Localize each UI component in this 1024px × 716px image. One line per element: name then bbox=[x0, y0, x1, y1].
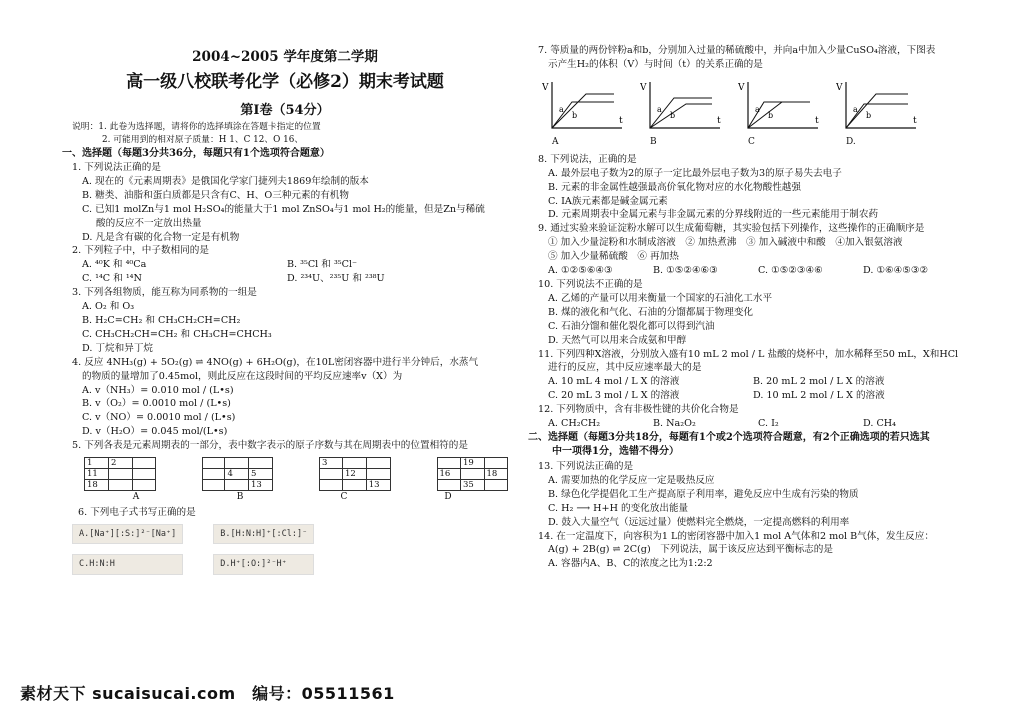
graph-option-label: D. bbox=[846, 136, 856, 147]
q7-stem: 7. 等质量的两份锌粉a和b，分别加入过量的稀硫酸中，并向a中加入少量CuSO₄溶液，下图表 bbox=[538, 45, 936, 56]
curve-b-label: b bbox=[572, 110, 578, 120]
q11-option-c: C. 20 mL 3 mol / L X 的溶液 bbox=[548, 390, 680, 402]
table-cell bbox=[202, 458, 225, 469]
table-cell bbox=[202, 469, 225, 480]
q3-option-c: C. CH₃CH₂CH=CH₂ 和 CH₃CH=CHCH₃ bbox=[82, 328, 272, 340]
q5-table-a bbox=[84, 457, 156, 491]
table-cell: 4 bbox=[225, 469, 249, 480]
q9-operations-2: ⑤ 加入少量稀硫酸 ⑥ 再加热 bbox=[548, 251, 679, 263]
table-row bbox=[320, 469, 391, 480]
q10-option-a: A. 乙烯的产量可以用来衡量一个国家的石油化工水平 bbox=[548, 292, 773, 304]
q7-graphs bbox=[528, 78, 968, 149]
q2-stem: 2. 下列粒子中，中子数相同的是 bbox=[72, 245, 209, 257]
section-2-heading: 二、选择题（每题3分共18分，每题有1个或2个选项符合题意，有2个正确选项的若只选其 bbox=[528, 431, 930, 443]
vt-graph bbox=[836, 78, 920, 149]
q1-option-b: B. 糖类、油脂和蛋白质都是只含有C、H、O三种元素的有机物 bbox=[82, 189, 349, 201]
q14-stem: 14. 在一定温度下，向容积为1 L的密闭容器中加入1 mol A气体和2 mol B气体，发生反应： bbox=[538, 530, 934, 542]
vt-graph bbox=[640, 78, 724, 149]
q4-option-a: A. v（NH₃）= 0.010 mol / (L•s) bbox=[82, 384, 234, 396]
table-cell bbox=[202, 480, 225, 491]
q3-option-a: A. O₂ 和 O₃ bbox=[82, 301, 135, 313]
q9-operations-1: ① 加入少量淀粉和水制成溶液 ② 加热煮沸 ③ 加入碱液中和酸 ④加入银氨溶液 bbox=[548, 237, 903, 249]
q2-option-d: D. ²³⁴U、²³⁵U 和 ²³⁸U bbox=[287, 273, 385, 285]
table-cell: 19 bbox=[461, 458, 485, 469]
q14-option-a: A. 容器内A、B、C的浓度之比为1:2:2 bbox=[548, 558, 713, 570]
table-cell: 35 bbox=[461, 480, 485, 491]
table-cell: 18 bbox=[85, 480, 109, 491]
table-row bbox=[85, 458, 156, 469]
table-cell: 13 bbox=[366, 480, 390, 491]
q9-option-a: A. ①②⑤⑥④③ bbox=[548, 265, 613, 277]
v-axis-label: V bbox=[738, 82, 745, 93]
part-title: 第Ⅰ卷（54分） bbox=[240, 103, 330, 119]
table-cell: 2 bbox=[109, 458, 133, 469]
curve-a-label: a bbox=[755, 104, 760, 114]
q13-option-c: C. H₂ ⟶ H+H 的变化放出能量 bbox=[548, 502, 689, 514]
table-cell bbox=[484, 458, 508, 469]
q11-stem: 11. 下列四种X溶液，分别放入盛有10 mL 2 mol / L 盐酸的烧杯中，加水稀释至50 mL，X和HCl bbox=[538, 348, 959, 360]
q6-option-a: A.[Na⁺][:S:]²⁻[Na⁺] bbox=[72, 524, 183, 544]
q1-option-a: A. 现在的《元素周期表》是俄国化学家门捷列夫1869年绘制的版本 bbox=[82, 175, 369, 187]
q5-tables bbox=[62, 457, 508, 491]
curve-b-label: b bbox=[670, 110, 676, 120]
table-cell: 1 bbox=[85, 458, 109, 469]
table-row bbox=[202, 480, 273, 491]
q6-option-b: B.[H:N:H]⁺[:Cl:]⁻ bbox=[213, 524, 314, 544]
q10-option-d: D. 天然气可以用来合成氨和甲醇 bbox=[548, 334, 687, 346]
t-axis-label: t bbox=[913, 115, 917, 126]
q13-option-d: D. 鼓入大量空气（远远过量）使燃料完全燃烧，一定提高燃料的利用率 bbox=[548, 516, 850, 528]
q5-label-c: C bbox=[340, 492, 348, 503]
table-cell bbox=[437, 458, 461, 469]
table-cell bbox=[343, 480, 367, 491]
curve-b-label: b bbox=[768, 110, 774, 120]
section-1-heading: 一、选择题（每题3分共36分，每题只有1个选项符合题意） bbox=[62, 147, 330, 159]
left-column bbox=[62, 0, 508, 575]
q4-option-c: C. v（NO）= 0.0010 mol / (L•s) bbox=[82, 412, 236, 424]
table-row bbox=[202, 469, 273, 480]
q4-stem: 4. 反应 4NH₃(g) + 5O₂(g) ⇌ 4NO(g) + 6H₂O(g)，在10L密闭容器中进行半分钟后，水蒸气 bbox=[72, 356, 479, 368]
q11-option-d: D. 10 mL 2 mol / L X 的溶液 bbox=[753, 390, 885, 402]
q8-option-d: D. 元素周期表中金属元素与非金属元素的分界线附近的一些元素能用于制农药 bbox=[548, 209, 879, 221]
q5-table-d bbox=[437, 457, 509, 491]
q12-option-b: B. Na₂O₂ bbox=[653, 418, 696, 430]
curve-a-label: a bbox=[853, 104, 858, 114]
q5-table-b bbox=[202, 457, 274, 491]
q9-option-d: D. ①⑥④⑤③② bbox=[863, 265, 929, 277]
q12-option-d: D. CH₄ bbox=[863, 418, 897, 430]
table-cell bbox=[109, 469, 133, 480]
q8-option-b: B. 元素的非金属性越强最高价氧化物对应的水化物酸性越强 bbox=[548, 181, 801, 193]
q1-option-c-cont: 酸的反应不一定放出热量 bbox=[96, 217, 202, 229]
graph-option-label: A bbox=[552, 136, 559, 147]
v-axis-label: V bbox=[640, 82, 647, 93]
q8-stem: 8. 下列说法，正确的是 bbox=[538, 153, 637, 165]
q9-option-b: B. ①⑤②④⑥③ bbox=[653, 265, 718, 277]
q1-option-c: C. 已知1 molZn与1 mol H₂SO₄的能量大于1 mol ZnSO₄与1 mol H₂的能量，但是Zn与稀硫 bbox=[82, 203, 485, 215]
q3-option-b: B. H₂C=CH₂ 和 CH₃CH₂CH=CH₂ bbox=[82, 315, 241, 327]
q4-option-d: D. v（H₂O）= 0.045 mol/(L•s) bbox=[82, 426, 228, 438]
q9-stem: 9. 通过实验来验证淀粉水解可以生成葡萄糖，其实验包括下列操作，这些操作的正确顺序是 bbox=[538, 223, 925, 235]
q13-option-a: A. 需要加热的化学反应一定是吸热反应 bbox=[548, 474, 715, 486]
q5-stem: 5. 下列各表是元素周期表的一部分，表中数字表示的原子序数与其在周期表中的位置相符的是 bbox=[72, 440, 468, 452]
q14-stem-cont: A(g) + 2B(g) ⇌ 2C(g) 下列说法，属于该反应达到平衡标志的是 bbox=[548, 544, 833, 556]
graph-option-label: B bbox=[650, 136, 657, 147]
table-cell bbox=[225, 480, 249, 491]
q4-option-b: B. v（O₂）= 0.0010 mol / (L•s) bbox=[82, 398, 231, 410]
table-cell bbox=[225, 458, 249, 469]
q11-option-b: B. 20 mL 2 mol / L X 的溶液 bbox=[753, 376, 885, 388]
table-row bbox=[437, 480, 508, 491]
table-cell: 3 bbox=[320, 458, 343, 469]
q10-option-c: C. 石油分馏和催化裂化都可以得到汽油 bbox=[548, 320, 715, 332]
q6-electron-formulas bbox=[62, 524, 508, 575]
right-column bbox=[528, 44, 968, 571]
graph-option-label: C bbox=[748, 136, 755, 147]
vt-graph-svg bbox=[836, 78, 920, 136]
q6-option-d: D.H⁺[:O:]²⁻H⁺ bbox=[213, 554, 314, 574]
q5-table-c bbox=[319, 457, 391, 491]
table-cell bbox=[366, 458, 390, 469]
q6-option-c: C.H:N:H bbox=[72, 554, 183, 574]
table-cell: 18 bbox=[484, 469, 508, 480]
q7-stem-cont: 示产生H₂的体积（V）与时间（t）的关系正确的是 bbox=[548, 58, 763, 70]
q2-option-c: C. ¹⁴C 和 ¹⁴N bbox=[82, 273, 142, 285]
table-row bbox=[437, 469, 508, 480]
table-cell bbox=[248, 458, 272, 469]
curve-a-label: a bbox=[559, 104, 564, 114]
table-cell bbox=[461, 469, 485, 480]
q12-option-c: C. I₂ bbox=[758, 418, 779, 430]
table-row bbox=[202, 458, 273, 469]
vt-graph-svg bbox=[542, 78, 626, 136]
table-cell: 16 bbox=[437, 469, 461, 480]
table-cell bbox=[109, 480, 133, 491]
t-axis-label: t bbox=[619, 115, 623, 126]
exam-title: 高一级八校联考化学（必修2）期末考试题 bbox=[126, 71, 444, 92]
q8-option-c: C. ⅠA族元素都是碱金属元素 bbox=[548, 195, 668, 207]
table-cell bbox=[132, 458, 155, 469]
q13-stem: 13. 下列说法正确的是 bbox=[538, 460, 634, 472]
q9-option-c: C. ①⑤②③④⑥ bbox=[758, 265, 823, 277]
table-cell bbox=[366, 469, 390, 480]
q11-option-a: A. 10 mL 4 mol / L X 的溶液 bbox=[548, 376, 680, 388]
note-2: 2. 可能用到的相对原子质量：H 1、C 12、O 16、 bbox=[102, 134, 304, 145]
note-1: 说明：1. 此卷为选择题，请将你的选择填涂在答题卡指定的位置 bbox=[72, 122, 321, 133]
table-row bbox=[320, 480, 391, 491]
table-cell: 11 bbox=[85, 469, 109, 480]
vt-graph-svg bbox=[640, 78, 724, 136]
vt-graph-svg bbox=[738, 78, 822, 136]
q3-option-d: D. 丁烷和异丁烷 bbox=[82, 342, 154, 354]
table-cell bbox=[320, 480, 343, 491]
q12-stem: 12. 下列物质中，含有非极性键的共价化合物是 bbox=[538, 404, 739, 416]
q2-option-b: B. ³⁵Cl 和 ³⁵Cl⁻ bbox=[287, 259, 358, 271]
q12-option-a: A. CH₂CH₂ bbox=[548, 418, 601, 430]
vt-graph bbox=[738, 78, 822, 149]
q13-option-b: B. 绿色化学提倡化工生产提高原子利用率，避免反应中生成有污染的物质 bbox=[548, 488, 859, 500]
curve-b-label: b bbox=[866, 110, 872, 120]
exam-year-title: 2004~2005 学年度第二学期 bbox=[192, 49, 378, 65]
table-cell bbox=[343, 458, 367, 469]
q1-option-d: D. 凡是含有碳的化合物一定是有机物 bbox=[82, 231, 240, 243]
vt-graph bbox=[542, 78, 626, 149]
q1-stem: 1. 下列说法正确的是 bbox=[72, 162, 161, 174]
q6-stem: 6. 下列电子式书写正确的是 bbox=[78, 507, 196, 519]
q11-stem-cont: 进行的反应，其中反应速率最大的是 bbox=[548, 362, 702, 374]
q4-stem-cont: 的物质的量增加了0.45mol，则此反应在这段时间的平均反应速率v（X）为 bbox=[82, 370, 403, 382]
table-row bbox=[437, 458, 508, 469]
q10-stem: 10. 下列说法不正确的是 bbox=[538, 279, 643, 291]
table-cell bbox=[437, 480, 461, 491]
table-cell bbox=[484, 480, 508, 491]
table-cell: 13 bbox=[248, 480, 272, 491]
t-axis-label: t bbox=[717, 115, 721, 126]
curve-a-label: a bbox=[657, 104, 662, 114]
q5-label-b: B bbox=[236, 492, 244, 503]
table-cell bbox=[320, 469, 343, 480]
table-row bbox=[320, 458, 391, 469]
q10-option-b: B. 煤的液化和气化、石油的分馏都属于物理变化 bbox=[548, 306, 754, 318]
v-axis-label: V bbox=[542, 82, 549, 93]
table-cell: 12 bbox=[343, 469, 367, 480]
table-cell bbox=[132, 480, 155, 491]
table-cell bbox=[132, 469, 155, 480]
section-2-heading-cont: 中一项得1分，选错不得分） bbox=[552, 446, 679, 458]
table-row bbox=[85, 480, 156, 491]
q5-label-a: A bbox=[132, 492, 140, 503]
q3-stem: 3. 下列各组物质，能互称为同系物的一组是 bbox=[72, 287, 257, 299]
q8-option-a: A. 最外层电子数为2的原子一定比最外层电子数为3的原子易失去电子 bbox=[548, 167, 842, 179]
q2-option-a: A. ⁴⁰K 和 ⁴⁰Ca bbox=[82, 259, 147, 271]
v-axis-label: V bbox=[836, 82, 843, 93]
q5-label-d: D bbox=[444, 492, 452, 503]
table-row bbox=[85, 469, 156, 480]
watermark-text: 素材天下 sucaisucai.com 编号：05511561 bbox=[20, 684, 395, 703]
t-axis-label: t bbox=[815, 115, 819, 126]
table-cell: 5 bbox=[248, 469, 272, 480]
